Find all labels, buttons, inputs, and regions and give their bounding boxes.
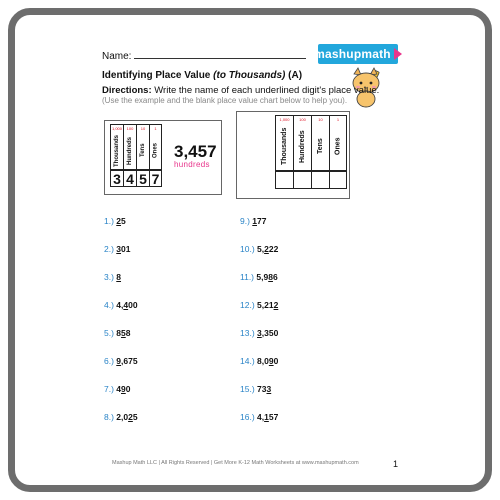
- directions-subtext: (Use the example and the blank place value chart below to help you).: [102, 96, 348, 105]
- footer-text: Mashup Math LLC | All Rights Reserved | Get More K-12 Math Worksheets at www.mashupmath.com: [112, 460, 359, 466]
- problem-number: 8.): [104, 412, 117, 422]
- problem-value: 9,675: [116, 356, 138, 366]
- problem-number: 12.): [240, 300, 258, 310]
- problem-item: [104, 356, 138, 366]
- digit-cell: 5: [137, 170, 149, 187]
- problem-item: [104, 272, 121, 282]
- place-value-label: 100: [294, 115, 311, 123]
- problem-value: 4,157: [257, 412, 279, 422]
- example-answer: hundreds: [174, 160, 210, 169]
- problem-value: [116, 272, 121, 282]
- problem-value: 8,090: [257, 356, 279, 366]
- underlined-digit: 2: [116, 216, 122, 226]
- place-name-label: Thousands: [111, 132, 123, 170]
- place-name-label: Ones: [330, 123, 346, 171]
- problem-item: [240, 412, 278, 422]
- problem-item: [104, 244, 130, 254]
- digit-cell: 3: [111, 170, 123, 187]
- place-column-tens: [136, 124, 149, 187]
- problem-value: 5,222: [257, 244, 279, 254]
- problem-number: 6.): [104, 356, 117, 366]
- underlined-digit: 1: [252, 216, 258, 226]
- problem-item: [240, 244, 278, 254]
- problem-value: 25: [116, 216, 126, 226]
- place-name-label: Hundreds: [294, 123, 311, 171]
- place-name-label: Hundreds: [124, 132, 136, 170]
- problem-number: 16.): [240, 412, 258, 422]
- problem-item: [240, 356, 278, 366]
- problem-item: [104, 328, 130, 338]
- worksheet-title: [102, 70, 302, 81]
- problem-value: 177: [252, 216, 267, 226]
- underlined-digit: 9: [116, 356, 122, 366]
- place-column-hundreds: [123, 124, 136, 187]
- place-name-label: Tens: [137, 132, 149, 170]
- problem-number: 14.): [240, 356, 258, 366]
- place-column-ones: [149, 124, 162, 187]
- blank-digit-cell[interactable]: [312, 171, 329, 189]
- problem-number: 2.): [104, 244, 117, 254]
- digit-cell: 4: [124, 170, 136, 187]
- page-number: 1: [393, 459, 399, 469]
- place-value-label: 100: [124, 124, 136, 132]
- problem-number: 13.): [240, 328, 258, 338]
- problem-value: 4,400: [116, 300, 138, 310]
- problem-number: 11.): [240, 272, 257, 282]
- problem-item: [104, 216, 126, 226]
- problem-number: 5.): [104, 328, 117, 338]
- underlined-digit: 4: [123, 300, 129, 310]
- problem-item: [240, 216, 266, 226]
- problem-item: [240, 384, 271, 394]
- place-column-thousands: [275, 115, 293, 189]
- problem-value: 5,212: [257, 300, 279, 310]
- problem-number: 15.): [240, 384, 258, 394]
- problem-value: 3,350: [257, 328, 279, 338]
- underlined-digit: 3: [266, 384, 272, 394]
- place-name-label: Thousands: [276, 123, 293, 171]
- digit-cell: 7: [151, 171, 160, 187]
- problem-value: 301: [116, 244, 131, 254]
- problem-item: [104, 384, 130, 394]
- problem-number: 10.): [240, 244, 258, 254]
- underlined-digit: 2: [273, 300, 279, 310]
- name-row: [102, 50, 306, 62]
- place-column-tens: [311, 115, 329, 189]
- problem-item: [240, 272, 278, 282]
- place-value-label: 1,000: [111, 126, 122, 131]
- place-value-label: 10: [312, 115, 329, 123]
- problem-item: [104, 300, 138, 310]
- blank-digit-cell[interactable]: [330, 171, 346, 189]
- place-name-label: Tens: [312, 123, 329, 171]
- directions-label: Directions:: [102, 85, 152, 96]
- play-triangle-icon: [394, 48, 402, 60]
- problem-value: 733: [257, 384, 272, 394]
- problem-item: [240, 300, 278, 310]
- place-column-thousands: [110, 124, 123, 187]
- problem-item: [104, 412, 138, 422]
- underlined-digit: 2: [128, 412, 133, 422]
- place-column-ones: [329, 115, 347, 189]
- underlined-digit: 8: [268, 272, 273, 282]
- mashupmath-logo: [314, 44, 398, 64]
- logo-text: mashupmath: [314, 47, 391, 61]
- title-tail: (A): [285, 70, 303, 81]
- blank-place-value-chart: [275, 115, 347, 189]
- blank-digit-cell[interactable]: [276, 171, 293, 189]
- place-name-label: Ones: [150, 132, 161, 170]
- place-value-label: 1,000: [276, 115, 293, 123]
- problem-number: 3.): [104, 272, 117, 282]
- underlined-digit: 9: [121, 384, 126, 394]
- directions-text: Write the name of each underlined digit's place value.: [151, 85, 380, 96]
- underlined-digit: 3: [257, 328, 262, 338]
- underlined-digit: 8: [116, 272, 122, 282]
- underlined-digit: 9: [268, 356, 274, 366]
- problem-number: 7.): [104, 384, 117, 394]
- problem-number: 4.): [104, 300, 117, 310]
- directions: [102, 85, 379, 96]
- example-number: 3,457: [174, 142, 217, 161]
- underlined-digit: 2: [264, 244, 269, 254]
- problem-value: 858: [116, 328, 131, 338]
- title-italic: (to Thousands): [213, 70, 286, 81]
- problem-value: 2,025: [116, 412, 138, 422]
- underlined-digit: 5: [121, 328, 126, 338]
- place-column-hundreds: [293, 115, 311, 189]
- title-main: Identifying Place Value: [102, 70, 214, 81]
- place-value-label: 10: [137, 124, 149, 132]
- problem-value: 5,986: [256, 272, 278, 282]
- problem-number: 1.): [104, 216, 117, 226]
- underlined-digit: 1: [264, 412, 269, 422]
- example-place-value-chart: [110, 124, 162, 187]
- problem-item: [240, 328, 278, 338]
- problem-number: 9.): [240, 216, 253, 226]
- place-value-label: 1: [330, 115, 346, 123]
- name-line[interactable]: [134, 50, 306, 59]
- place-value-label: 1: [150, 124, 161, 132]
- blank-digit-cell[interactable]: [294, 171, 311, 189]
- underlined-digit: 3: [116, 244, 122, 254]
- problem-value: 490: [116, 384, 131, 394]
- name-label: Name:: [102, 51, 132, 62]
